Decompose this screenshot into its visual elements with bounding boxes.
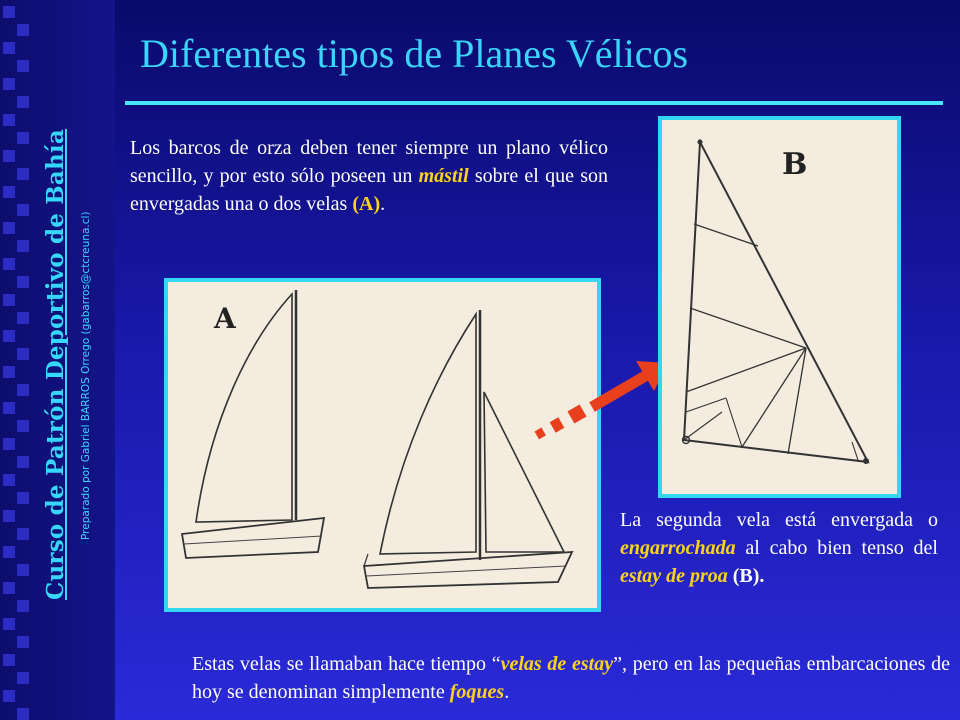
sidebar-square: [17, 384, 29, 396]
sidebar-square: [3, 582, 15, 594]
sidebar-square: [17, 492, 29, 504]
sidebar-square: [17, 312, 29, 324]
paragraph-orza-text-2: sobre el que son envergadas una o dos velas: [130, 165, 608, 215]
sidebar-square: [17, 132, 29, 144]
sidebar-square: [17, 96, 29, 108]
figure-b-label: B: [782, 147, 808, 182]
sidebar-square: [3, 294, 15, 306]
jib-sail-illustration-b: [658, 116, 901, 498]
sidebar-square: [17, 636, 29, 648]
sidebar-square: [17, 708, 29, 720]
sidebar: [0, 0, 115, 720]
sidebar-square: [3, 546, 15, 558]
sidebar-square: [3, 186, 15, 198]
sidebar-square: [17, 528, 29, 540]
sidebar-square: [17, 456, 29, 468]
term-estay-de-proa: estay de proa: [620, 565, 728, 587]
sidebar-square: [3, 438, 15, 450]
sidebar-square: [3, 654, 15, 666]
sidebar-square: [17, 672, 29, 684]
sidebar-square: [17, 204, 29, 216]
term-foques: foques: [449, 681, 505, 703]
course-title: Curso de Patrón Deportivo de Bahía: [42, 129, 69, 600]
paragraph-foques: [192, 650, 950, 706]
term-engarrochada: engarrochada: [620, 537, 736, 559]
sidebar-square: [3, 6, 15, 18]
sailboats-drawing: [168, 282, 597, 608]
paragraph-engarrochada: [620, 506, 938, 590]
figure-a-label: A: [214, 302, 236, 335]
sidebar-square: [3, 402, 15, 414]
course-author: Preparado por Gabriel BARROS Orrego (gabarros@ctcreuna.cl): [80, 211, 92, 540]
paragraph-engarrochada-text-1: La segunda vela está envergada o: [620, 509, 938, 531]
sidebar-square: [17, 600, 29, 612]
sidebar-square: [3, 690, 15, 702]
ref-b: (B).: [732, 565, 765, 587]
paragraph-orza-text-1: Los barcos de orza deben tener siempre un plano vélico sencillo, y por esto sólo poseen un: [130, 137, 608, 187]
paragraph-foques-text-3: .: [504, 681, 510, 703]
sidebar-square: [3, 222, 15, 234]
sidebar-square: [17, 420, 29, 432]
sidebar-square: [3, 114, 15, 126]
term-velas-de-estay: velas de estay: [500, 653, 614, 675]
sidebar-square: [3, 150, 15, 162]
paragraph-engarrochada-text-2: al cabo bien tenso del: [735, 537, 938, 559]
sidebar-square: [3, 366, 15, 378]
paragraph-orza-text-3: .: [380, 193, 386, 215]
sidebar-square: [3, 510, 15, 522]
sidebar-square: [17, 240, 29, 252]
sidebar-square: [17, 60, 29, 72]
paragraph-orza: [130, 134, 608, 218]
sidebar-square: [17, 348, 29, 360]
ref-a: (A): [352, 193, 381, 215]
jib-sail-drawing: [662, 120, 897, 494]
sidebar-square: [3, 258, 15, 270]
term-mastil: mástil: [418, 165, 469, 187]
slide-title: Diferentes tipos de Planes Vélicos: [140, 31, 689, 76]
paragraph-foques-text-1: Estas velas se llamaban hace tiempo “: [192, 653, 501, 675]
sidebar-square: [17, 168, 29, 180]
sidebar-square-pattern: [0, 0, 30, 720]
sidebar-square: [3, 474, 15, 486]
sidebar-square: [17, 564, 29, 576]
sidebar-square: [17, 276, 29, 288]
sidebar-square: [3, 78, 15, 90]
sidebar-square: [3, 618, 15, 630]
sailboats-illustration-a: [164, 278, 601, 612]
title-underline: [125, 101, 943, 105]
paragraph-foques-text-2: ”, pero en las pequeñas embarcaciones de hoy se denominan simplemente: [192, 653, 950, 703]
sidebar-square: [3, 42, 15, 54]
sidebar-square: [17, 24, 29, 36]
sidebar-square: [3, 330, 15, 342]
